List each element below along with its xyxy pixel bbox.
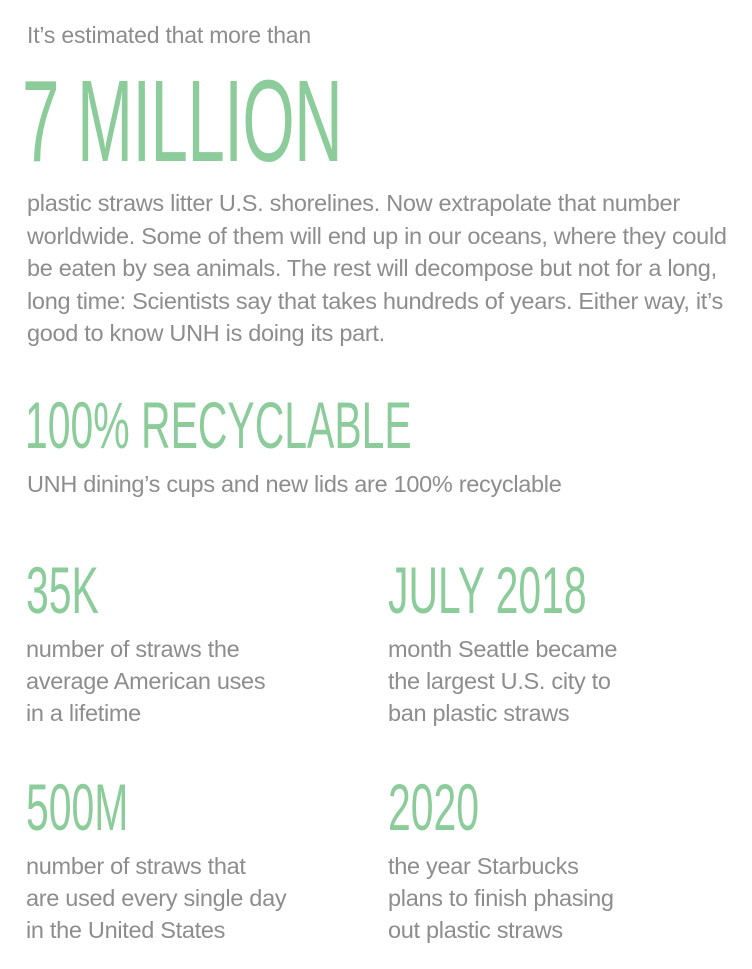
stat-description: number of straws that are used every single day in the United States [26,853,287,943]
stat-description: the year Starbucks plans to finish phasing out plastic straws [388,853,614,943]
recyclable-heading: 100% RECYCLABLE [25,388,412,462]
stat-description: number of straws the average American uses in a lifetime [26,636,266,726]
stat-35k [26,553,366,729]
headline-number: 7 MILLION [22,56,343,186]
stat-2020 [388,770,728,946]
stat-number: 2020 [388,770,480,844]
stat-number: JULY 2018 [388,553,587,627]
stat-description: month Seattle became the largest U.S. city to ban plastic straws [388,636,618,726]
stat-number: 500M [26,770,129,844]
recyclable-subtitle: UNH dining’s cups and new lids are 100% recyclable [27,471,562,497]
stat-july-2018 [388,553,728,729]
intro-text: It’s estimated that more than [27,22,311,48]
body-paragraph: plastic straws litter U.S. shorelines. Now extrapolate that number worldwide. Some of them will end up in our oceans, where they could be eaten by sea animals. The rest will decompose but not for a long, long time: Scientists say that takes hundreds of years. Either way, it’s good to know UNH is doing its part. [27,190,727,346]
stat-500m [26,770,366,946]
stat-number: 35K [26,553,99,627]
